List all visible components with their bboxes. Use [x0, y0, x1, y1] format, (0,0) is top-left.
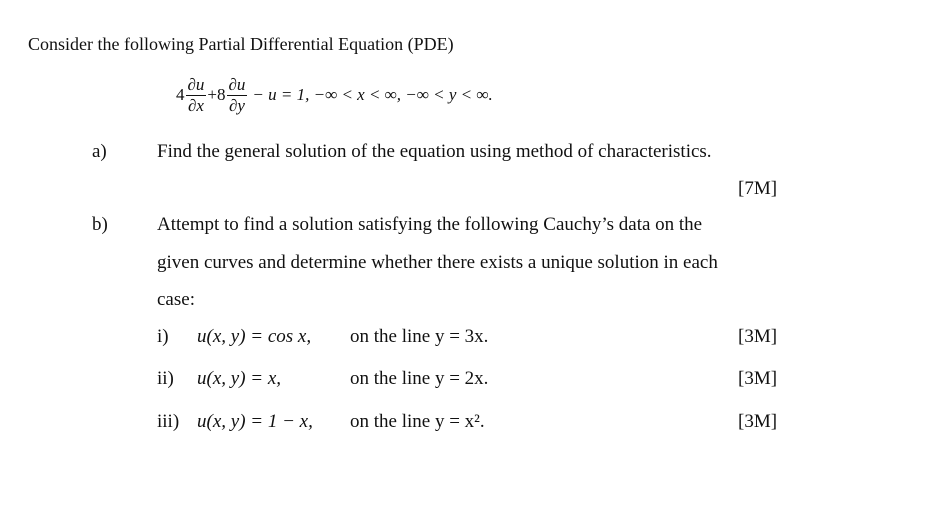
fraction-numerator: ∂u	[187, 74, 205, 94]
partial-u-x-fraction	[186, 75, 207, 116]
sub-item-number: i)	[157, 326, 169, 347]
part-a-marks: [7M]	[738, 178, 778, 199]
sub-item-number: iii)	[157, 411, 180, 432]
pde-equation	[176, 66, 493, 124]
part-b-line-1: Attempt to find a solution satisfying the following Cauchy’s data on the	[157, 214, 703, 235]
sub-item-formula: u(x, y) = 1 − x,	[197, 411, 313, 432]
sub-item-curve: on the line y = 2x.	[350, 368, 489, 389]
part-b-label: b)	[92, 214, 108, 235]
fraction-numerator: ∂u	[228, 74, 246, 94]
sub-item-marks: [3M]	[738, 368, 778, 389]
part-b-line-3: case:	[157, 289, 195, 310]
fraction-denominator: ∂y	[228, 95, 245, 115]
part-a-label: a)	[92, 141, 107, 162]
sub-item-marks: [3M]	[738, 326, 778, 347]
equation-domain: − u = 1, −∞ < x < ∞, −∞ < y < ∞.	[252, 85, 493, 104]
part-b-line-2: given curves and determine whether there exists a unique solution in each	[157, 252, 718, 273]
coefficient-8: +8	[207, 85, 226, 104]
sub-item-curve: on the line y = x².	[350, 411, 485, 432]
sub-item-number: ii)	[157, 368, 174, 389]
sub-item-formula: u(x, y) = cos x,	[197, 326, 312, 347]
fraction-denominator: ∂x	[187, 95, 204, 115]
sub-item-formula: u(x, y) = x,	[197, 368, 282, 389]
partial-u-y-fraction	[227, 75, 248, 116]
coefficient-4: 4	[176, 85, 185, 104]
sub-item-marks: [3M]	[738, 411, 778, 432]
intro-text: Consider the following Partial Differential Equation (PDE)	[28, 34, 454, 54]
part-a-text: Find the general solution of the equation using method of characteristics.	[157, 141, 712, 162]
sub-item-curve: on the line y = 3x.	[350, 326, 489, 347]
